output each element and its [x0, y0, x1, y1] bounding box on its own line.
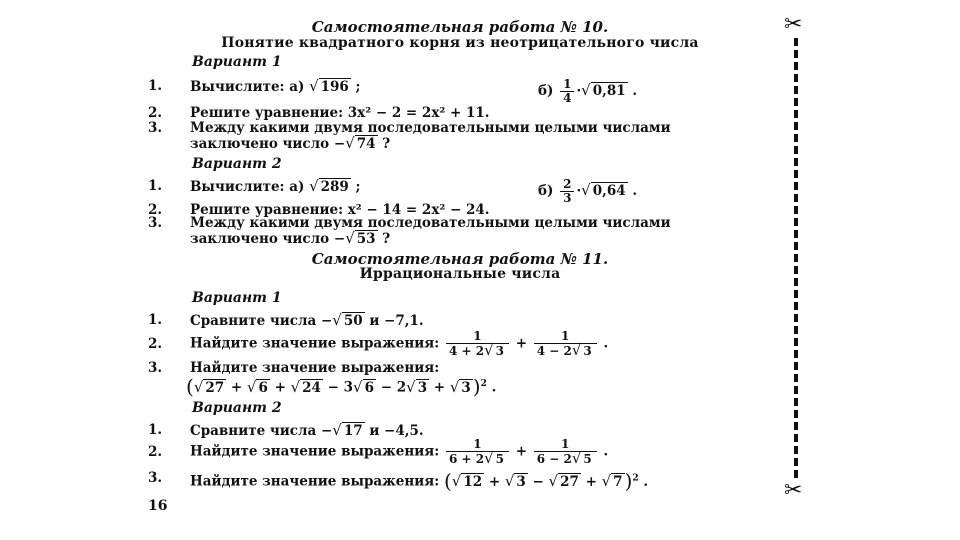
multiply-dot: ·	[576, 83, 582, 99]
task-text: Между какими двумя последовательными целыми числами	[190, 120, 671, 136]
task-text: заключено число	[190, 231, 330, 247]
punctuation: .	[632, 183, 638, 199]
task-text: Вычислите: а)	[190, 179, 305, 195]
punctuation: .	[603, 443, 609, 460]
minus-sign: −	[333, 136, 346, 152]
plus-sign: +	[515, 443, 527, 460]
work11-subtitle: Иррациональные числа	[359, 266, 561, 282]
task-text: Решите уравнение: x² − 14 = 2x² − 24.	[190, 202, 490, 218]
minus-sign: −	[320, 313, 333, 329]
work10-variant1-label: Вариант 1	[192, 54, 282, 70]
task-text: Найдите значение выражения:	[190, 443, 440, 460]
fraction: $\frac{2}{3}$	[560, 178, 574, 205]
punctuation: .	[603, 335, 609, 352]
fraction: $\frac{1}{6 + 2√ 5}$	[446, 438, 509, 466]
task-number: 2.	[148, 444, 163, 460]
task-number: 1.	[148, 78, 163, 94]
multiply-dot: ·	[576, 183, 582, 199]
question-mark: ?	[382, 231, 391, 247]
work10-title: Самостоятельная работа № 10.	[311, 18, 609, 36]
sqrt-expression: √ 0,81	[581, 81, 626, 99]
task-number: 2.	[148, 336, 163, 352]
task-number: 1.	[148, 178, 163, 194]
task-text: Найдите значение выражения:	[190, 473, 440, 490]
work10-variant2-label: Вариант 2	[192, 156, 282, 172]
work10-subtitle: Понятие квадратного корня из неотрицательного числа	[221, 35, 699, 51]
sqrt-expression: √ 74	[345, 134, 376, 152]
part-b-label: б)	[538, 83, 554, 99]
task-number: 2.	[148, 202, 163, 218]
sqrt-expression: √ 17	[332, 421, 363, 439]
task-text: заключено число	[190, 136, 330, 152]
minus-sign: −	[320, 423, 333, 439]
scissors-icon: ✂	[784, 12, 803, 37]
task-text: Вычислите: а)	[190, 79, 305, 95]
math-expression: (√ 27 + √ 6 + √ 24 − 3√ 6 − 2√ 3 + √ 3 )$^2$ .	[186, 374, 497, 399]
sqrt-expression: √ 53	[345, 229, 376, 247]
task-number: 3.	[148, 215, 163, 231]
fraction: $\frac{1}{4 - 2√ 3}$	[534, 330, 597, 358]
page-number: 16	[148, 498, 168, 514]
task-text: Сравните числа	[190, 423, 317, 439]
cut-line	[794, 38, 798, 478]
task-number: 3.	[148, 470, 163, 486]
fraction: $\frac{1}{6 - 2√ 5}$	[534, 438, 597, 466]
sqrt-expression: √ 50	[332, 311, 363, 329]
question-mark: ?	[382, 136, 391, 152]
task-number: 1.	[148, 312, 163, 328]
task-text: Сравните числа	[190, 313, 317, 329]
plus-sign: +	[515, 335, 527, 352]
work11-variant2-label: Вариант 2	[192, 400, 282, 416]
task-number: 3.	[148, 120, 163, 136]
task-text: и −4,5.	[369, 423, 424, 439]
worksheet-page	[140, 10, 803, 530]
task-number: 2.	[148, 105, 163, 121]
task-text: Найдите значение выражения:	[190, 335, 440, 352]
sqrt-expression: √ 196	[309, 77, 349, 95]
task-text: Между какими двумя последовательными целыми числами	[190, 215, 671, 231]
task-number: 1.	[148, 422, 163, 438]
task-text: и −7,1.	[369, 313, 424, 329]
scissors-icon: ✂	[784, 478, 803, 503]
task-text: Найдите значение выражения:	[190, 360, 440, 376]
punctuation: ;	[355, 79, 361, 95]
punctuation: ;	[355, 179, 361, 195]
punctuation: .	[632, 83, 638, 99]
sqrt-expression: √ 0,64	[581, 181, 626, 199]
work11-variant1-label: Вариант 1	[192, 290, 282, 306]
sqrt-expression: √ 289	[309, 177, 349, 195]
fraction: $\frac{1}{4 + 2√ 3}$	[446, 330, 509, 358]
minus-sign: −	[333, 231, 346, 247]
math-expression: (√ 12 + √ 3 − √ 27 + √ 7 )$^2$ .	[443, 468, 649, 493]
task-number: 3.	[148, 360, 163, 376]
fraction: $\frac{1}{4}$	[560, 78, 574, 105]
part-b-label: б)	[538, 183, 554, 199]
task-text: Решите уравнение: 3x² − 2 = 2x² + 11.	[190, 105, 490, 121]
work11-title: Самостоятельная работа № 11.	[311, 250, 609, 268]
